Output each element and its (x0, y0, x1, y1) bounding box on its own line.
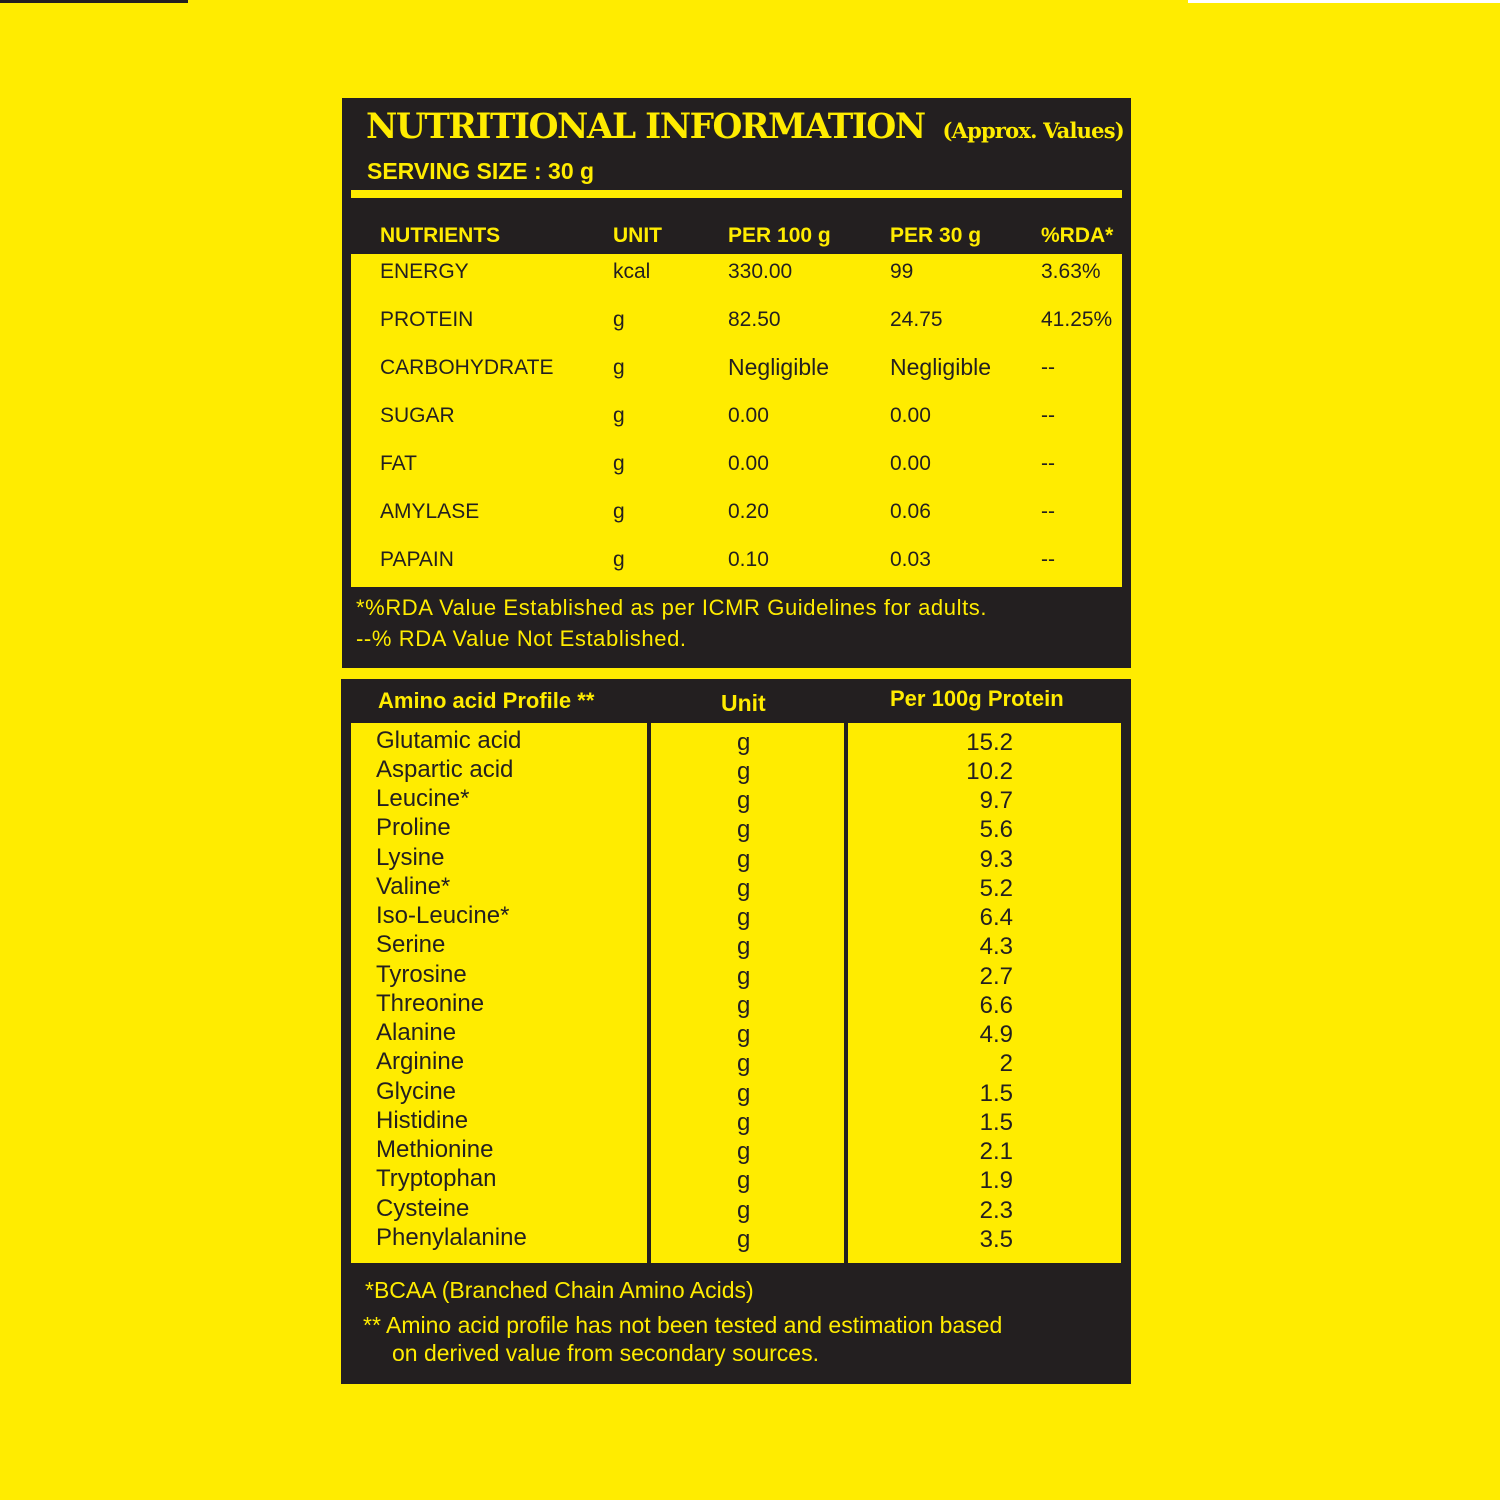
nutrition-table-body (351, 254, 1122, 587)
amino-value: 10.2 (966, 758, 1013, 785)
amino-name: Leucine* (376, 785, 470, 812)
amino-unit: g (737, 933, 751, 960)
amino-table-body (351, 723, 1121, 1263)
table-row (351, 902, 1121, 931)
table-row (351, 452, 1122, 492)
nutrient-unit: kcal (613, 260, 651, 283)
amino-unit: g (737, 816, 751, 843)
nutrition-panel (342, 98, 1131, 668)
nutrient-name: SUGAR (380, 404, 455, 427)
rda-footnote-not-established: --% RDA Value Not Established. (356, 626, 687, 651)
table-row (351, 1224, 1121, 1253)
nutrient-unit: g (613, 404, 625, 427)
nutrient-name: FAT (380, 452, 417, 475)
amino-unit: g (737, 904, 751, 931)
table-row (351, 1165, 1121, 1194)
table-row (351, 260, 1122, 300)
amino-value: 15.2 (966, 729, 1013, 756)
amino-unit: g (737, 1080, 751, 1107)
amino-unit: g (737, 787, 751, 814)
amino-unit: g (737, 729, 751, 756)
nutrient-name: PROTEIN (380, 308, 474, 331)
amino-value: 6.6 (979, 992, 1013, 1019)
amino-panel (341, 679, 1131, 1384)
nutrient-unit: g (613, 308, 625, 331)
nutrient-per-100g: Negligible (728, 354, 830, 380)
nutrient-per-100g: 330.00 (728, 260, 793, 283)
nutrient-per-30g: 0.00 (890, 404, 931, 427)
amino-unit: g (737, 1167, 751, 1194)
header-per-100g-protein: Per 100g Protein (890, 686, 1064, 711)
table-row (351, 756, 1121, 785)
amino-value: 1.5 (979, 1109, 1013, 1136)
table-row (351, 814, 1121, 843)
table-row (351, 961, 1121, 990)
amino-unit: g (737, 992, 751, 1019)
rda-footnote-established: *%RDA Value Established as per ICMR Guidelines for adults. (356, 595, 988, 620)
table-row (351, 844, 1121, 873)
amino-name: Glutamic acid (376, 727, 522, 754)
amino-unit: g (737, 1021, 751, 1048)
table-row (351, 1048, 1121, 1077)
header-rda: %RDA* (1041, 224, 1114, 247)
nutrition-table-header (351, 206, 1122, 254)
amino-unit: g (737, 1226, 751, 1253)
title-divider (351, 190, 1122, 198)
nutrient-per-30g: 24.75 (890, 308, 943, 331)
nutrient-per-30g: 99 (890, 260, 914, 283)
nutrient-rda: -- (1041, 404, 1055, 427)
amino-value: 6.4 (979, 904, 1013, 931)
table-row (351, 785, 1121, 814)
estimation-footnote: ** Amino acid profile has not been tested and estimation based (363, 1312, 1003, 1338)
amino-unit: g (737, 1109, 751, 1136)
table-row (351, 1078, 1121, 1107)
nutrient-rda: -- (1041, 500, 1055, 523)
nutrient-per-100g: 0.00 (728, 404, 769, 427)
table-row (351, 1107, 1121, 1136)
amino-name: Arginine (376, 1048, 465, 1075)
header-nutrients: NUTRIENTS (380, 224, 501, 247)
amino-name: Tyrosine (376, 961, 467, 988)
amino-value: 1.5 (979, 1080, 1013, 1107)
amino-name: Iso-Leucine* (376, 902, 510, 929)
amino-name: Threonine (376, 990, 485, 1017)
amino-value: 2 (999, 1050, 1013, 1077)
amino-unit: g (737, 1197, 751, 1224)
nutrient-per-30g: 0.03 (890, 548, 931, 571)
amino-name: Histidine (376, 1107, 469, 1134)
amino-name: Tryptophan (376, 1165, 497, 1192)
amino-unit: g (737, 1050, 751, 1077)
nutrient-per-100g: 82.50 (728, 308, 781, 331)
nutrient-per-30g: Negligible (890, 354, 992, 380)
amino-value: 2.3 (979, 1197, 1013, 1224)
nutrient-per-100g: 0.00 (728, 452, 769, 475)
table-row (351, 1019, 1121, 1048)
amino-name: Alanine (376, 1019, 457, 1046)
nutrition-title-row (366, 106, 1124, 147)
nutrient-name: PAPAIN (380, 548, 454, 571)
nutrient-unit: g (613, 500, 625, 523)
table-row (351, 356, 1122, 396)
nutrient-rda: -- (1041, 548, 1055, 571)
amino-value: 9.7 (979, 787, 1013, 814)
table-row (351, 1136, 1121, 1165)
header-per-30g: PER 30 g (890, 224, 982, 247)
serving-size: SERVING SIZE : 30 g (367, 158, 595, 184)
amino-value: 1.9 (979, 1167, 1013, 1194)
nutrient-unit: g (613, 356, 625, 379)
estimation-footnote-cont: on derived value from secondary sources. (392, 1340, 819, 1366)
amino-unit: g (737, 963, 751, 990)
table-row (351, 500, 1122, 540)
amino-name: Valine* (376, 873, 451, 900)
table-row (351, 548, 1122, 588)
nutrient-per-100g: 0.10 (728, 548, 769, 571)
amino-name: Aspartic acid (376, 756, 514, 783)
nutrient-name: AMYLASE (380, 500, 480, 523)
amino-value: 9.3 (979, 846, 1013, 873)
amino-value: 3.5 (979, 1226, 1013, 1253)
table-row (351, 404, 1122, 444)
amino-unit: g (737, 875, 751, 902)
amino-unit: g (737, 846, 751, 873)
header-amino-profile: Amino acid Profile ** (378, 688, 595, 713)
nutrient-rda: -- (1041, 452, 1055, 475)
table-row (351, 1195, 1121, 1224)
amino-value: 4.3 (979, 933, 1013, 960)
table-row (351, 931, 1121, 960)
header-unit: UNIT (613, 224, 662, 247)
header-amino-unit: Unit (721, 690, 766, 716)
amino-value: 5.6 (979, 816, 1013, 843)
nutrient-name: CARBOHYDRATE (380, 356, 554, 379)
amino-unit: g (737, 758, 751, 785)
nutrient-unit: g (613, 452, 625, 475)
nutrient-name: ENERGY (380, 260, 469, 283)
table-row (351, 873, 1121, 902)
amino-unit: g (737, 1138, 751, 1165)
nutrient-rda: -- (1041, 356, 1055, 379)
nutrient-unit: g (613, 548, 625, 571)
nutrient-per-100g: 0.20 (728, 500, 769, 523)
nutrition-subtitle: (Approx. Values) (942, 118, 1124, 143)
nutrient-per-30g: 0.00 (890, 452, 931, 475)
amino-value: 2.7 (979, 963, 1013, 990)
amino-name: Lysine (376, 844, 445, 871)
amino-value: 4.9 (979, 1021, 1013, 1048)
nutrition-title: NUTRITIONAL INFORMATION (366, 106, 925, 147)
table-row (351, 990, 1121, 1019)
bcaa-footnote: *BCAA (Branched Chain Amino Acids) (365, 1277, 754, 1303)
amino-name: Glycine (376, 1078, 457, 1105)
corner-bar-right (1188, 0, 1500, 3)
header-per-100g: PER 100 g (728, 224, 831, 247)
amino-value: 5.2 (979, 875, 1013, 902)
amino-name: Cysteine (376, 1195, 470, 1222)
nutrient-rda: 41.25% (1041, 308, 1113, 331)
amino-name: Serine (376, 931, 446, 958)
amino-value: 2.1 (979, 1138, 1013, 1165)
nutrient-per-30g: 0.06 (890, 500, 931, 523)
table-row (351, 308, 1122, 348)
amino-name: Proline (376, 814, 451, 841)
amino-name: Methionine (376, 1136, 494, 1163)
corner-bar-left (0, 0, 188, 3)
amino-name: Phenylalanine (376, 1224, 527, 1251)
nutrient-rda: 3.63% (1041, 260, 1101, 283)
table-row (351, 727, 1121, 756)
